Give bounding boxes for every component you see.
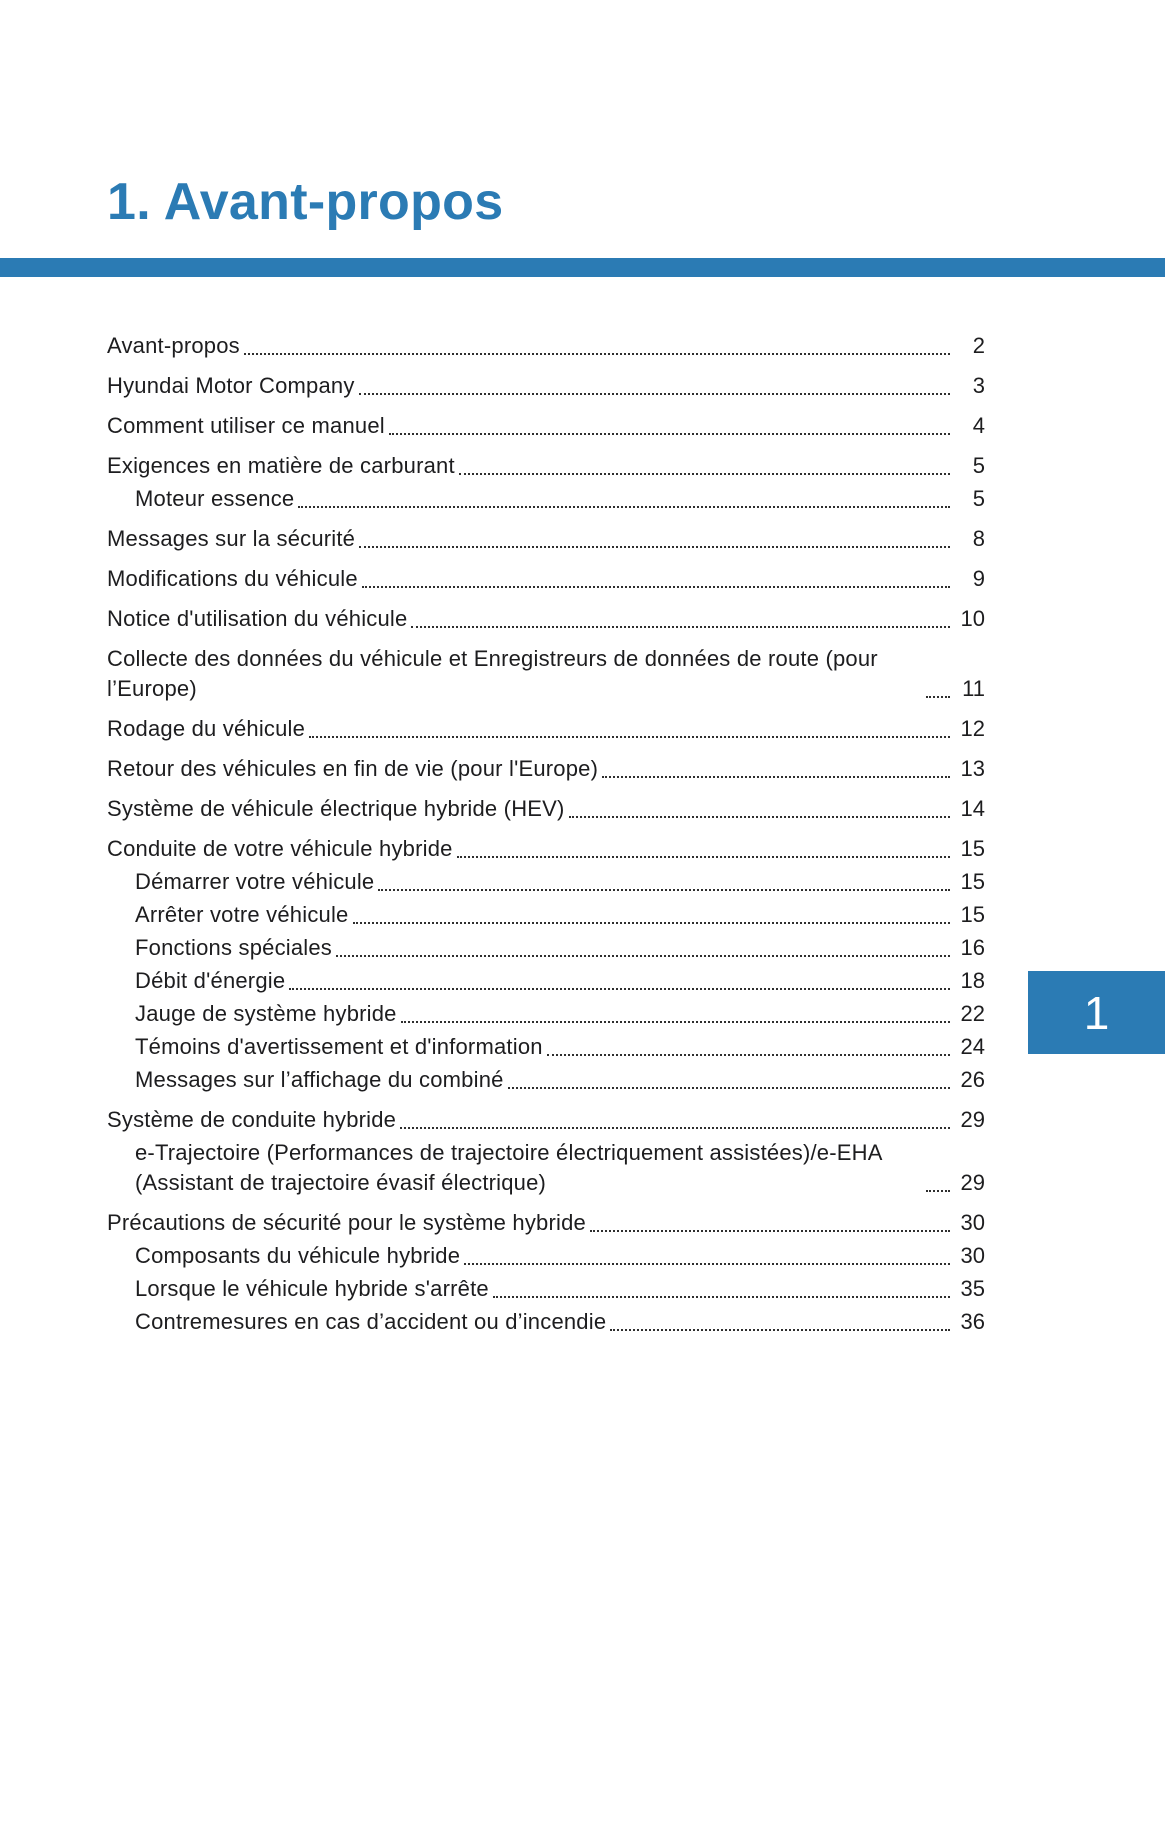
dot-leader: [389, 433, 950, 435]
toc-entry[interactable]: [107, 999, 985, 1029]
toc-entry[interactable]: [107, 1105, 985, 1135]
toc-page-number: 4: [972, 413, 985, 438]
toc-entry[interactable]: [107, 966, 985, 996]
toc-entry-label: Modifications du véhicule: [107, 566, 358, 591]
toc-page-number: 15: [960, 869, 985, 894]
toc-entry[interactable]: [107, 1032, 985, 1062]
dot-leader: [547, 1054, 950, 1056]
dot-leader: [411, 626, 950, 628]
section-tab-number: 1: [1083, 986, 1110, 1039]
toc-entry-label: Arrêter votre véhicule: [135, 902, 349, 927]
dot-leader: [493, 1296, 950, 1298]
toc-page-number: 26: [960, 1067, 985, 1092]
toc-entry[interactable]: [107, 794, 985, 824]
toc-page-number: 35: [960, 1276, 985, 1301]
dot-leader: [569, 816, 950, 818]
toc-entry[interactable]: [107, 1241, 985, 1271]
toc-entry-label: Témoins d'avertissement et d'information: [135, 1034, 543, 1059]
toc-entry[interactable]: [107, 834, 985, 864]
toc-page-number: 11: [962, 676, 985, 701]
accent-bar: [0, 258, 1165, 277]
toc-entry[interactable]: [107, 644, 985, 704]
toc-entry[interactable]: [107, 933, 985, 963]
toc-entry-label: Exigences en matière de carburant: [107, 453, 455, 478]
dot-leader: [336, 955, 950, 957]
toc-entry[interactable]: [107, 524, 985, 554]
toc-page-number: 22: [960, 1001, 985, 1026]
toc-page-number: 5: [972, 453, 985, 478]
dot-leader: [457, 856, 950, 858]
toc-page-number: 5: [972, 486, 985, 511]
toc-entry[interactable]: [107, 411, 985, 441]
toc-entry[interactable]: [107, 451, 985, 481]
toc-page-number: 14: [960, 796, 985, 821]
toc-page-number: 10: [960, 606, 985, 631]
toc-page-number: 12: [960, 716, 985, 741]
toc-entry-label: Avant-propos: [107, 333, 240, 358]
toc-entry[interactable]: [107, 484, 985, 514]
toc-page-number: 3: [972, 373, 985, 398]
toc-entry-label: Rodage du véhicule: [107, 716, 306, 741]
dot-leader: [602, 776, 950, 778]
toc-entry-label: Composants du véhicule hybride: [135, 1243, 461, 1268]
dot-leader: [298, 506, 950, 508]
toc-entry-label: Système de conduite hybride: [107, 1107, 397, 1132]
dot-leader: [590, 1230, 950, 1232]
toc-list: [107, 331, 985, 1337]
dot-leader: [289, 988, 950, 990]
toc-entry[interactable]: [107, 1274, 985, 1304]
dot-leader: [401, 1021, 950, 1023]
dot-leader: [400, 1127, 950, 1129]
toc-entry-label: Débit d'énergie: [135, 968, 286, 993]
toc-page-number: 9: [972, 566, 985, 591]
dot-leader: [459, 473, 950, 475]
toc-page-number: 29: [960, 1107, 985, 1132]
toc-entry-label: Conduite de votre véhicule hybride: [107, 836, 453, 861]
toc-entry-label: Jauge de système hybride: [135, 1001, 397, 1026]
toc-entry-label: Lorsque le véhicule hybride s'arrête: [135, 1276, 489, 1301]
toc-entry-label: Notice d'utilisation du véhicule: [107, 606, 408, 631]
toc-entry-label: Précautions de sécurité pour le système hybride: [107, 1210, 586, 1235]
toc-entry[interactable]: [107, 714, 985, 744]
dot-leader: [309, 736, 950, 738]
toc-page-number: 36: [960, 1309, 985, 1334]
dot-leader: [359, 546, 950, 548]
dot-leader: [359, 393, 950, 395]
toc-entry[interactable]: [107, 867, 985, 897]
toc-entry-label: Retour des véhicules en fin de vie (pour l'Europe): [107, 756, 599, 781]
toc-entry[interactable]: [107, 371, 985, 401]
toc-entry-label: e-Trajectoire (Performances de trajectoire électriquement assistées)/e-EHA (Assistant de trajectoire évasif électrique): [135, 1140, 882, 1195]
toc-page-number: 13: [960, 756, 985, 781]
dot-leader: [244, 353, 950, 355]
toc-page-number: 8: [972, 526, 985, 551]
toc-entry[interactable]: [107, 1138, 985, 1198]
toc-entry[interactable]: [107, 754, 985, 784]
toc-entry-label: Messages sur la sécurité: [107, 526, 356, 551]
toc-entry-label: Moteur essence: [135, 486, 295, 511]
toc-entry-label: Hyundai Motor Company: [107, 373, 355, 398]
toc-page-number: 24: [960, 1034, 985, 1059]
page-title: 1. Avant-propos: [107, 173, 504, 231]
dot-leader: [362, 586, 950, 588]
dot-leader: [610, 1329, 950, 1331]
dot-leader: [508, 1087, 950, 1089]
toc-entry[interactable]: [107, 900, 985, 930]
toc-entry[interactable]: [107, 1307, 985, 1337]
dot-leader: [926, 696, 950, 698]
toc-page-number: 16: [960, 935, 985, 960]
toc-entry[interactable]: [107, 1208, 985, 1238]
toc-entry[interactable]: [107, 604, 985, 634]
toc-entry[interactable]: [107, 564, 985, 594]
toc-page-number: 15: [960, 836, 985, 861]
toc-entry-label: Fonctions spéciales: [135, 935, 333, 960]
toc-entry[interactable]: [107, 331, 985, 361]
toc-entry[interactable]: [107, 1065, 985, 1095]
dot-leader: [926, 1190, 950, 1192]
dot-leader: [378, 889, 950, 891]
section-tab: [1028, 971, 1165, 1054]
toc-page-number: 2: [972, 333, 985, 358]
toc-entry-label: Comment utiliser ce manuel: [107, 413, 385, 438]
toc-entry-label: Messages sur l’affichage du combiné: [135, 1067, 504, 1092]
toc-entry-label: Système de véhicule électrique hybride (HEV): [107, 796, 565, 821]
toc-page-number: 30: [960, 1243, 985, 1268]
toc-page-number: 30: [960, 1210, 985, 1235]
dot-leader: [464, 1263, 950, 1265]
toc-entry-label: Démarrer votre véhicule: [135, 869, 375, 894]
toc-entry-label: Contremesures en cas d’accident ou d’incendie: [135, 1309, 607, 1334]
toc-entry-label: Collecte des données du véhicule et Enregistreurs de données de route (pour l’Europe): [107, 646, 878, 701]
dot-leader: [353, 922, 951, 924]
toc-page-number: 18: [960, 968, 985, 993]
toc-page-number: 15: [960, 902, 985, 927]
toc-page-number: 29: [960, 1170, 985, 1195]
